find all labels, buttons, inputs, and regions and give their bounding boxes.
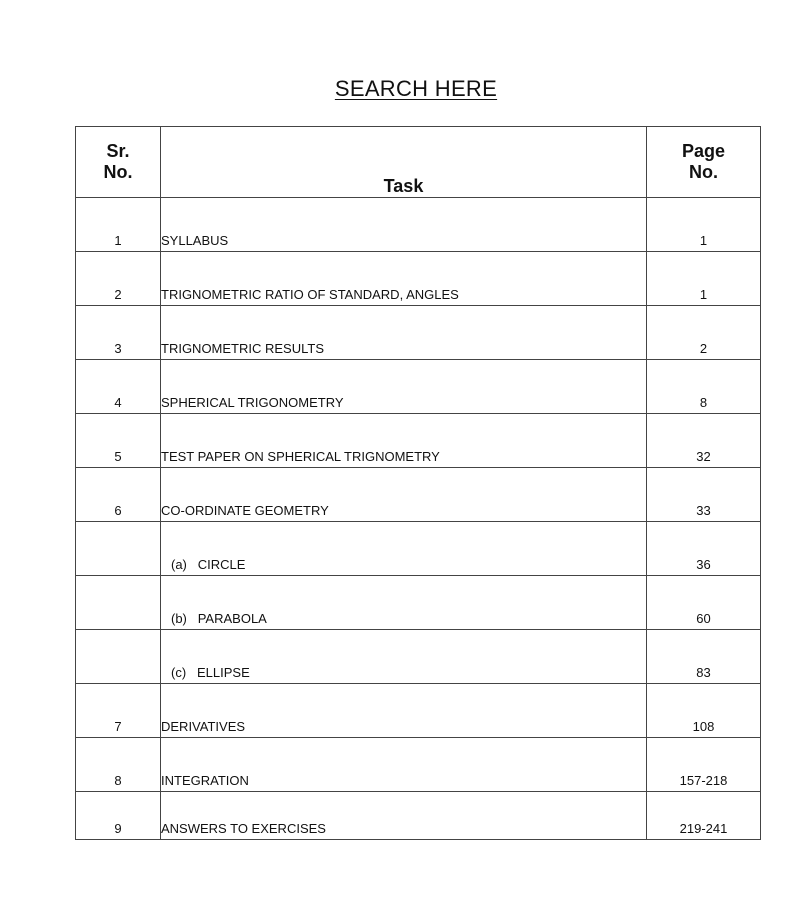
row-page-no: 8 <box>647 360 761 414</box>
row-page-no: 32 <box>647 414 761 468</box>
row-task[interactable]: (b) PARABOLA <box>161 576 647 630</box>
row-sr-no: 2 <box>76 252 161 306</box>
row-sr-no: 7 <box>76 684 161 738</box>
row-task[interactable]: (c) ELLIPSE <box>161 630 647 684</box>
row-page-no: 60 <box>647 576 761 630</box>
header-task: Task <box>161 127 647 198</box>
row-page-no: 33 <box>647 468 761 522</box>
table-row[interactable] <box>76 630 761 684</box>
table-row[interactable] <box>76 252 761 306</box>
row-task[interactable]: TRIGNOMETRIC RESULTS <box>161 306 647 360</box>
row-sr-no <box>76 576 161 630</box>
row-page-no: 108 <box>647 684 761 738</box>
row-sr-no: 1 <box>76 198 161 252</box>
row-sr-no <box>76 522 161 576</box>
header-sr-line1: Sr. <box>106 141 130 161</box>
header-row <box>76 127 761 198</box>
row-page-no: 2 <box>647 306 761 360</box>
row-page-no: 83 <box>647 630 761 684</box>
table-row[interactable] <box>76 792 761 840</box>
row-page-no: 157-218 <box>647 738 761 792</box>
row-sr-no: 5 <box>76 414 161 468</box>
page-title[interactable]: SEARCH HERE <box>334 76 498 101</box>
header-sr-line2: No. <box>103 162 133 182</box>
row-task[interactable]: INTEGRATION <box>161 738 647 792</box>
row-sr-no: 8 <box>76 738 161 792</box>
header-sr-no <box>76 127 161 198</box>
table-row[interactable] <box>76 468 761 522</box>
row-task[interactable]: ANSWERS TO EXERCISES <box>161 792 647 840</box>
header-page-line1: Page <box>681 141 726 161</box>
table-row[interactable] <box>76 414 761 468</box>
row-task[interactable]: SYLLABUS <box>161 198 647 252</box>
table-row[interactable] <box>76 360 761 414</box>
row-sr-no: 6 <box>76 468 161 522</box>
row-task[interactable]: TEST PAPER ON SPHERICAL TRIGNOMETRY <box>161 414 647 468</box>
table-row[interactable] <box>76 306 761 360</box>
table-row[interactable] <box>76 576 761 630</box>
header-page-line2: No. <box>689 162 718 182</box>
row-page-no: 1 <box>647 252 761 306</box>
row-sr-no: 9 <box>76 792 161 840</box>
header-page-no <box>647 127 761 198</box>
table-row[interactable] <box>76 198 761 252</box>
row-page-no: 1 <box>647 198 761 252</box>
row-task[interactable]: SPHERICAL TRIGONOMETRY <box>161 360 647 414</box>
row-task[interactable]: TRIGNOMETRIC RATIO OF STANDARD, ANGLES <box>161 252 647 306</box>
row-task[interactable]: DERIVATIVES <box>161 684 647 738</box>
contents-table <box>75 126 761 840</box>
table-row[interactable] <box>76 522 761 576</box>
table-row[interactable] <box>76 684 761 738</box>
row-sr-no: 3 <box>76 306 161 360</box>
row-sr-no <box>76 630 161 684</box>
row-page-no: 219-241 <box>647 792 761 840</box>
row-page-no: 36 <box>647 522 761 576</box>
table-row[interactable] <box>76 738 761 792</box>
row-task[interactable]: CO-ORDINATE GEOMETRY <box>161 468 647 522</box>
row-sr-no: 4 <box>76 360 161 414</box>
row-task[interactable]: (a) CIRCLE <box>161 522 647 576</box>
